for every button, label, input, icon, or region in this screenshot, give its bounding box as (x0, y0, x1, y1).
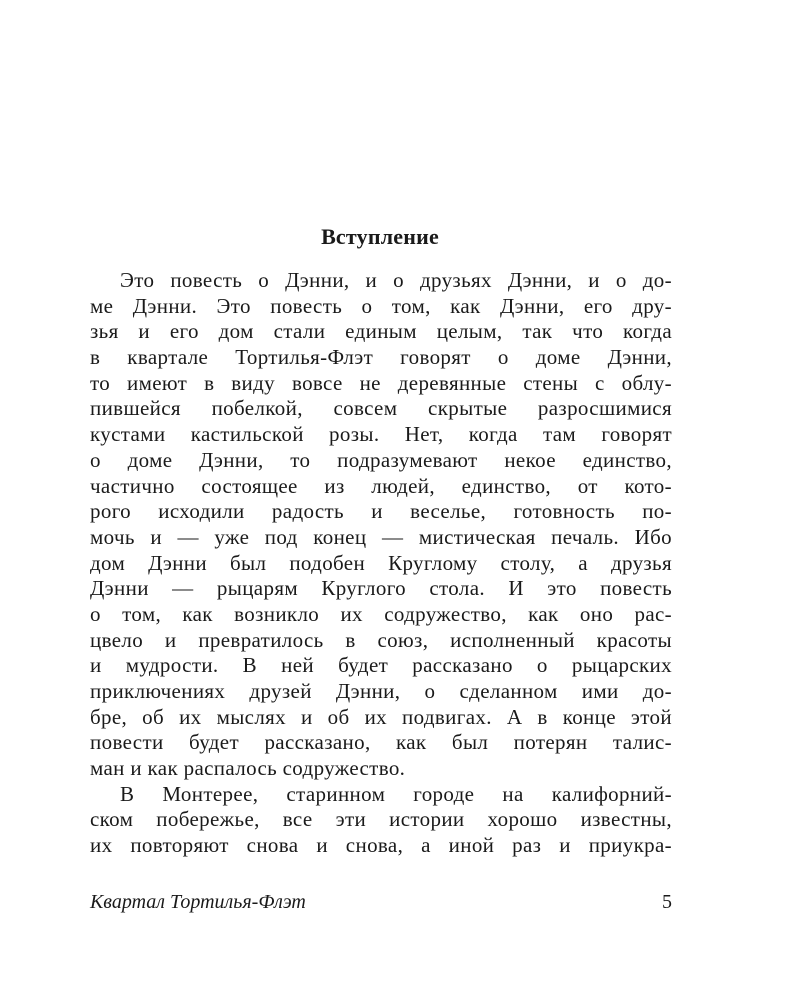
text-line: рого исходили радость и веселье, готовность по- (90, 499, 672, 524)
text-line: бре, об их мыслях и об их подвигах. А в конце этой (90, 704, 672, 729)
text-line: повести будет рассказано, как был потерян талис- (90, 730, 672, 755)
text-line: о том, как возникло их содружество, как оно рас- (90, 601, 672, 626)
text-line: то имеют в виду вовсе не деревянные стены с облу- (90, 370, 672, 395)
text-line: Это повесть о Дэнни, и о друзьях Дэнни, и о до- (120, 268, 672, 292)
text-line: о доме Дэнни, то подразумевают некое единство, (90, 447, 672, 472)
text-line: их повторяют снова и снова, а иной раз и приукра- (90, 833, 672, 858)
page-number: 5 (662, 891, 672, 913)
text-line: приключениях друзей Дэнни, о сделанном ими до- (90, 679, 672, 703)
body-text (90, 268, 672, 859)
text-line: цвело и превратилось в союз, исполненный красоты (90, 627, 672, 652)
text-line: ском побережье, все эти истории хорошо известны, (90, 807, 672, 832)
text-line: частично состоящее из людей, единство, от кото- (90, 473, 672, 498)
text-line: кустами кастильской розы. Нет, когда там говорят (90, 422, 672, 447)
text-line: в квартале Тортилья-Флэт говорят о доме Дэнни, (90, 345, 672, 370)
text-line: и мудрости. В ней будет рассказано о рыцарских (90, 653, 672, 678)
text-line: В Монтерее, старинном городе на калифорний- (120, 781, 672, 806)
running-footer-title: Квартал Тортилья-Флэт (90, 891, 306, 913)
chapter-heading: Вступление (321, 224, 439, 249)
text-line: пившейся побелкой, совсем скрытые разросшимися (90, 396, 672, 421)
text-line: мочь и — уже под конец — мистическая печаль. Ибо (90, 524, 672, 549)
text-line: дом Дэнни был подобен Круглому столу, а друзья (90, 550, 672, 575)
text-line: ме Дэнни. Это повесть о том, как Дэнни, его дру- (90, 293, 672, 318)
text-line: ман и как распалось содружество. (90, 756, 406, 781)
text-line: зья и его дом стали единым целым, так что когда (90, 319, 672, 344)
text-line: Дэнни — рыцарям Круглого стола. И это повесть (90, 576, 672, 601)
